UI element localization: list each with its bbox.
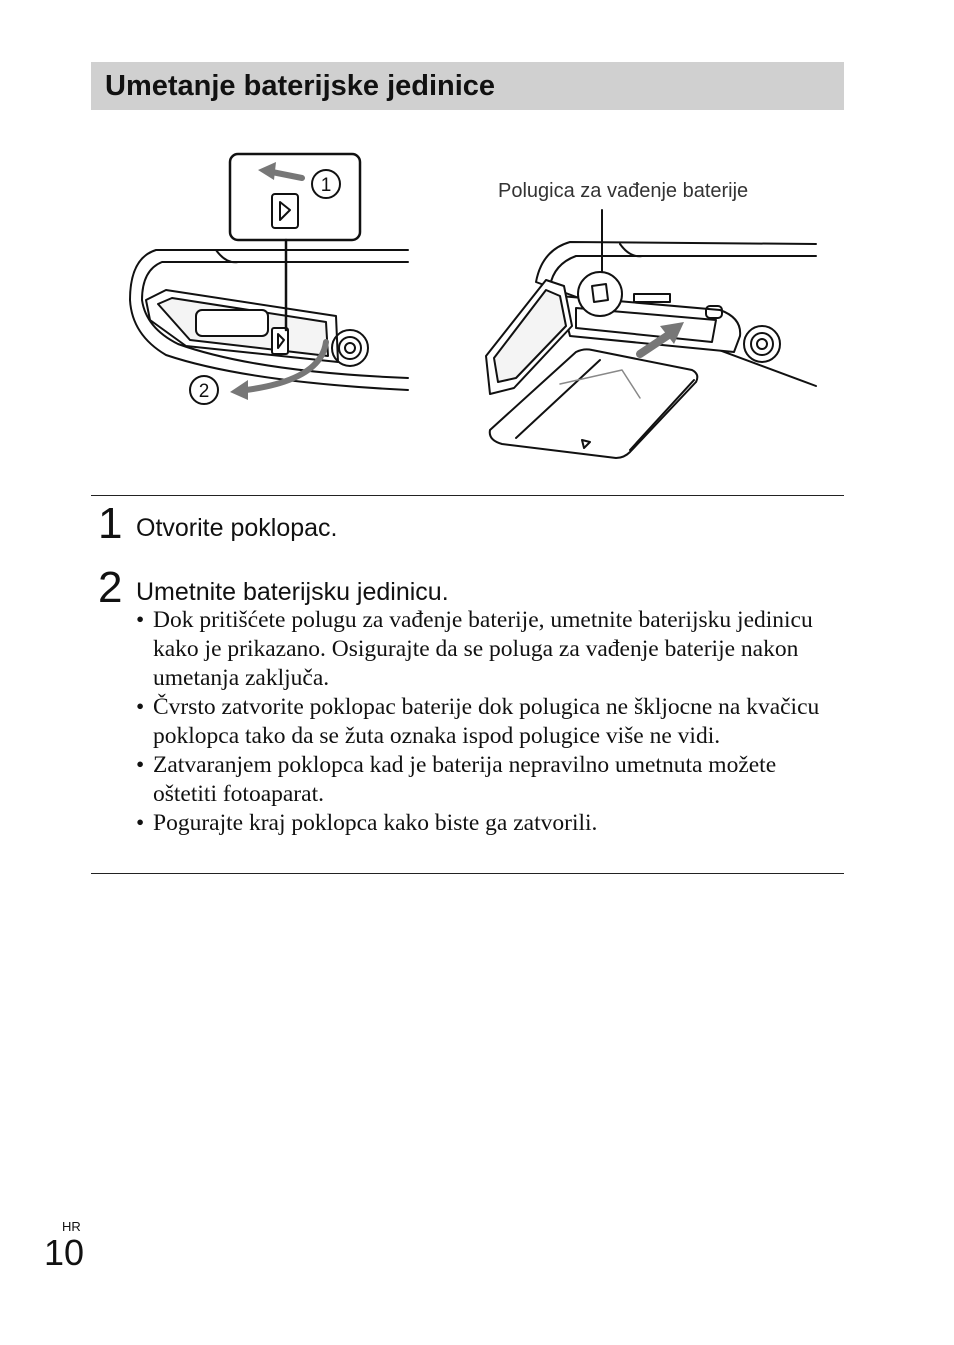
step-marker-1: 1	[320, 175, 332, 196]
bullet-icon: •	[136, 694, 145, 720]
bullet-text: Zatvaranjem poklopca kad je baterija nepravilno umetnuta možete oštetiti fotoaparat.	[153, 752, 777, 807]
section-rule-top	[91, 495, 844, 496]
step-number: 2	[98, 563, 123, 612]
step-number: 1	[98, 499, 123, 548]
section-rule-bottom	[91, 873, 844, 874]
list-item	[136, 751, 826, 809]
list-item	[136, 809, 826, 838]
bullet-icon: •	[136, 752, 145, 778]
bullet-icon: •	[136, 607, 145, 633]
bullet-icon: •	[136, 810, 145, 836]
bullet-text: Čvrsto zatvorite poklopac baterije dok polugica ne škljocne na kvačicu poklopca tako da se žuta oznaka ispod polugice više ne vidi.	[153, 694, 820, 749]
page-number: 10	[44, 1232, 85, 1273]
bullet-text: Pogurajte kraj poklopca kako biste ga zatvorili.	[153, 810, 598, 836]
step-text: Umetnite baterijsku jedinicu.	[136, 578, 449, 606]
battery-lever-callout: Polugica za vađenje baterije	[498, 180, 749, 202]
bullet-text: Dok pritišćete polugu za vađenje baterije, umetnite baterijsku jedinicu kako je prikazano. Osigurajte da se poluga za vađenje baterije nakon umetanja zaključa.	[153, 607, 813, 691]
step-marker-2: 2	[198, 381, 210, 402]
insert-battery-illustration	[480, 176, 818, 466]
list-item	[136, 606, 826, 693]
language-code: HR	[62, 1219, 81, 1234]
instruction-bullets	[136, 606, 826, 838]
open-cover-illustration	[126, 150, 410, 410]
step-text: Otvorite poklopac.	[136, 514, 338, 542]
list-item	[136, 693, 826, 751]
section-title: Umetanje baterijske jedinice	[91, 62, 844, 110]
